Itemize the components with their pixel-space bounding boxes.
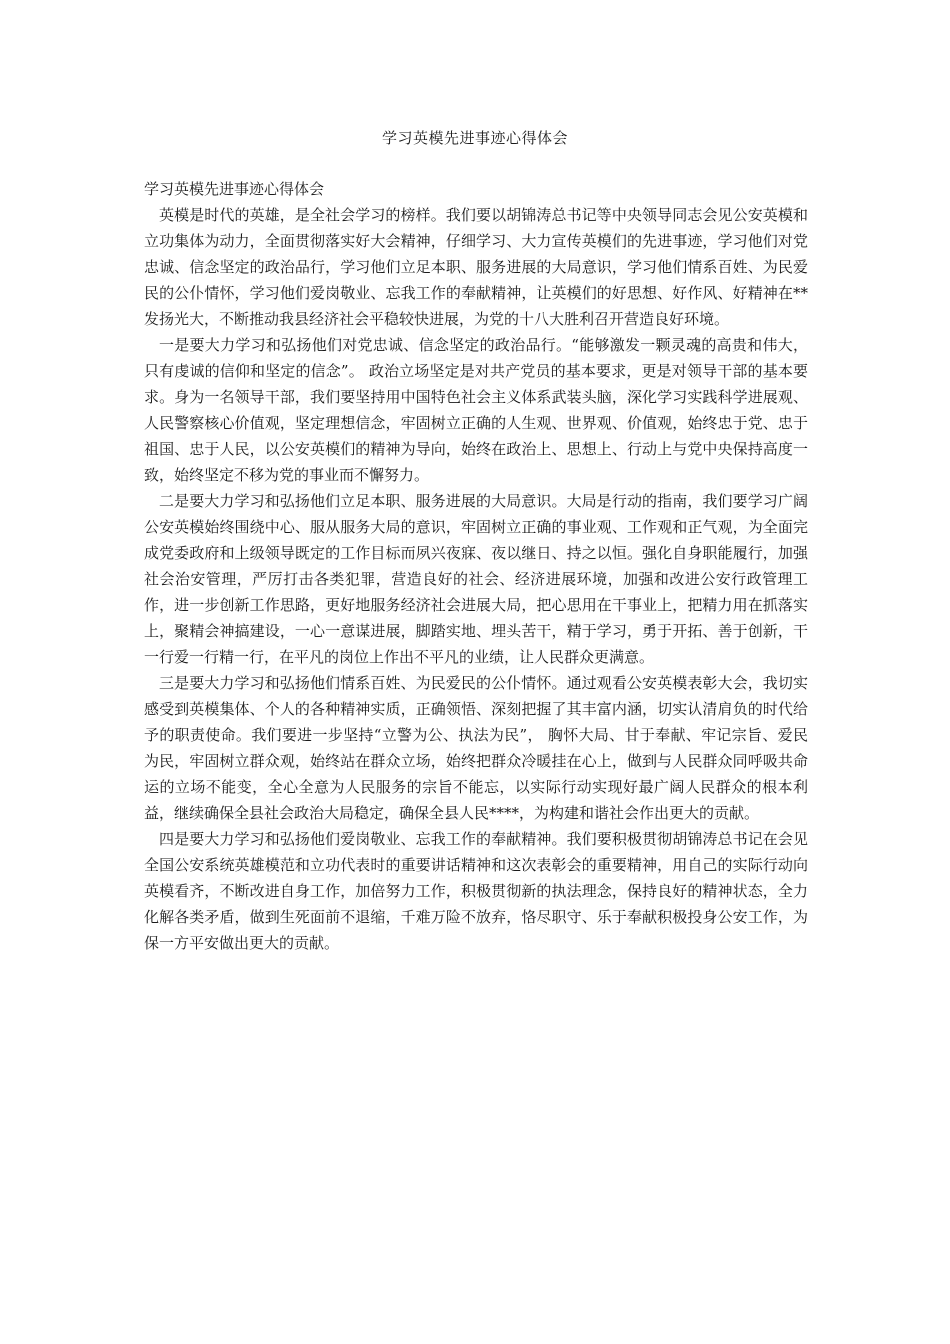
paragraph-point-three: 三是要大力学习和弘扬他们情系百姓、为民爱民的公仆情怀。通过观看公安英模表彰大会，我切实感受到英模集体、个人的各种精神实质，正确领悟、深刻把握了其丰富内涵，切实认清肩负的时代给予的职责使命。我们要进一步坚持“立警为公、执法为民”， 胸怀大局、甘于奉献、牢记宗旨、爱民为民，牢固树立群众观，始终站在群众立场，始终把群众冷暖挂在心上，做到与人民群众同呼吸共命运的立场不能变，全心全意为人民服务的宗旨不能忘，以实际行动实现好最广阔人民群众的根本利益，继续确保全县社会政治大局稳定，确保全县人民****，为构建和谐社会作出更大的贡献。 <box>144 674 808 822</box>
paragraph-intro: 英模是时代的英雄，是全社会学习的榜样。我们要以胡锦涛总书记等中央领导同志会见公安英模和立功集体为动力，全面贯彻落实好大会精神，仔细学习、大力宣传英模们的先进事迹，学习他们对党忠诚、信念坚定的政治品行，学习他们立足本职、服务进展的大局意识，学习他们情系百姓、为民爱民的公仆情怀，学习他们爱岗敬业、忘我工作的奉献精神，让英模们的好思想、好作风、好精神在**发扬光大，不断推动我县经济社会平稳较快进展，为党的十八大胜利召开营造良好环境。 <box>144 206 808 328</box>
document-body <box>144 176 808 956</box>
paragraph-point-one: 一是要大力学习和弘扬他们对党忠诚、信念坚定的政治品行。“能够激发一颗灵魂的高贵和伟大，只有虔诚的信仰和坚定的信念”。 政治立场坚定是对共产党员的基本要求，更是对领导干部的基本要求。身为一名领导干部，我们要坚持用中国特色社会主义体系武装头脑，深化学习实践科学进展观、人民警察核心价值观，坚定理想信念，牢固树立正确的人生观、世界观、价值观，始终忠于党、忠于祖国、忠于人民，以公安英模们的精神为导向，始终在政治上、思想上、行动上与党中央保持高度一致，始终坚定不移为党的事业而不懈努力。 <box>144 336 808 484</box>
paragraph-point-two: 二是要大力学习和弘扬他们立足本职、服务进展的大局意识。大局是行动的指南，我们要学习广阔公安英模始终围绕中心、服从服务大局的意识，牢固树立正确的事业观、工作观和正气观，为全面完成党委政府和上级领导既定的工作目标而夙兴夜寐、夜以继日、持之以恒。强化自身职能履行，加强社会治安管理，严厉打击各类犯罪，营造良好的社会、经济进展环境，加强和改进公安行政管理工作，进一步创新工作思路，更好地服务经济社会进展大局，把心思用在干事业上，把精力用在抓落实上，聚精会神搞建设，一心一意谋进展，脚踏实地、埋头苦干，精于学习，勇于开拓、善于创新，干一行爱一行精一行，在平凡的岗位上作出不平凡的业绩，让人民群众更满意。 <box>144 492 808 666</box>
document-title: 学习英模先进事迹心得体会 <box>381 129 568 147</box>
document-subtitle: 学习英模先进事迹心得体会 <box>144 180 325 198</box>
paragraph-point-four: 四是要大力学习和弘扬他们爱岗敬业、忘我工作的奉献精神。我们要积极贯彻胡锦涛总书记在会见全国公安系统英雄模范和立功代表时的重要讲话精神和这次表彰会的重要精神，用自己的实际行动向英模看齐，不断改进自身工作，加倍努力工作，积极贯彻新的执法理念，保持良好的精神状态，全力化解各类矛盾，做到生死面前不退缩，千难万险不放弃，恪尽职守、乐于奉献积极投身公安工作，为保一方平安做出更大的贡献。 <box>144 830 808 952</box>
